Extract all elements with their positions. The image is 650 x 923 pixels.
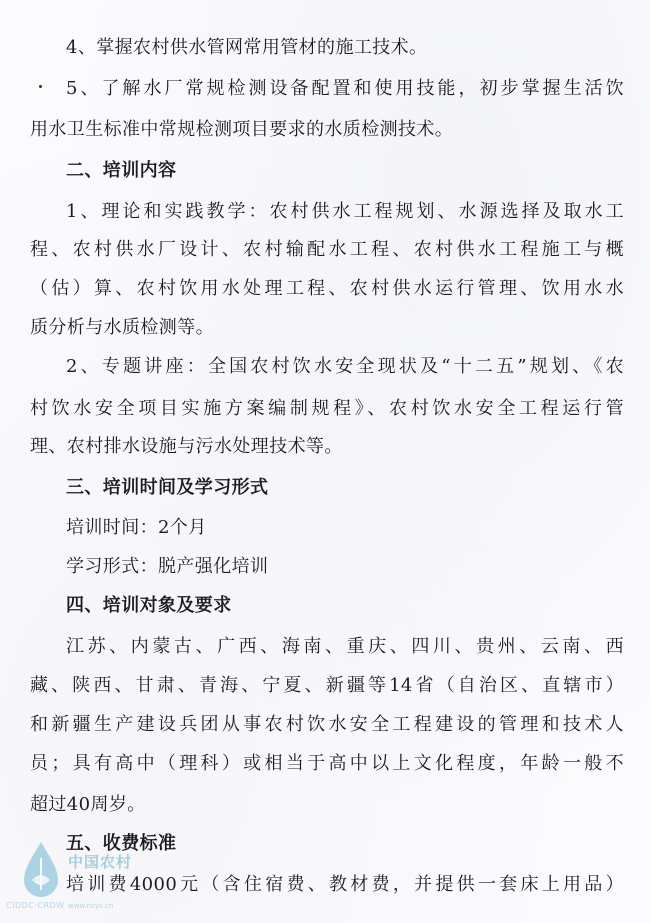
section-heading: 五、收费标准 [66,833,177,854]
text-line: 1、理论和实践教学：农村供水工程规划、水源选择及取水工 [66,201,624,222]
text-line: 4、掌握农村供水管网常用管材的施工技术。 [66,37,428,58]
text-line: 超过40周岁。 [30,794,146,815]
section-heading: 三、培训时间及学习形式 [66,477,269,498]
text-line: 学习形式：脱产强化培训 [66,556,269,577]
text-line: 培训费4000元（含住宿费、教材费，并提供一套床上用品） [66,874,624,895]
text-line: 理、农村排水设施与污水处理技术等。 [30,436,343,457]
text-line: 培训时间：2个月 [66,517,207,538]
watermark-url: www.ncys.cn [68,902,114,910]
text-line: 程、农村供水厂设计、农村输配水工程、农村供水工程施工与概 [30,239,624,260]
text-line: 质分析与水质检测等。 [30,317,214,338]
scan-speck [39,85,42,88]
text-line: （估）算、农村饮用水处理工程、农村供水运行管理、饮用水水 [30,278,624,299]
water-drop-logo-icon [20,840,62,898]
text-line: 村饮水安全项目实施方案编制规程》、农村饮水安全工程运行管 [30,398,624,419]
text-line: 2、专题讲座：全国农村饮水安全现状及“十二五”规划、《农 [66,356,624,377]
watermark-name-cn: 中国农村 [68,853,133,871]
section-heading: 二、培训内容 [66,160,177,181]
text-line: 5、了解水厂常规检测设备配置和使用技能，初步掌握生活饮 [66,78,624,99]
text-line: 用水卫生标准中常规检测项目要求的水质检测技术。 [30,119,454,140]
text-line: 藏、陕西、甘肃、青海、宁夏、新疆等14省（自治区、直辖市） [30,675,624,696]
section-heading: 四、培训对象及要求 [66,595,232,616]
site-watermark [4,838,154,920]
text-line: 员；具有高中（理科）或相当于高中以上文化程度，年龄一般不 [30,753,624,774]
watermark-name-en: CIDDC·CRDW [6,901,65,910]
text-line: 江苏、内蒙古、广西、海南、重庆、四川、贵州、云南、西 [66,636,624,657]
text-line: 和新疆生产建设兵团从事农村饮水安全工程建设的管理和技术人 [30,714,624,735]
